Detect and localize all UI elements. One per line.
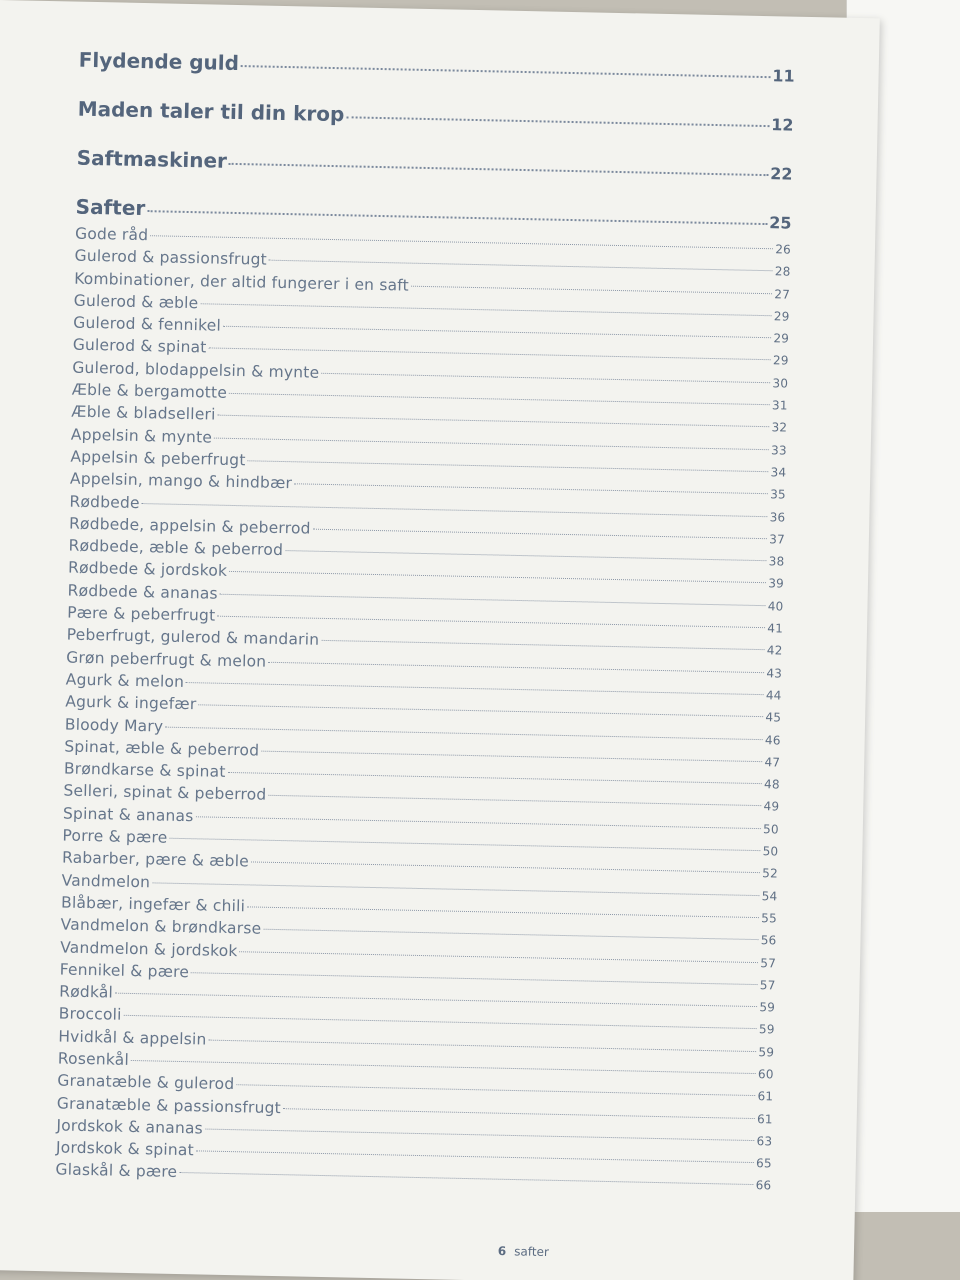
recipe-entry-page-number: 57 — [759, 977, 776, 993]
recipe-entry-title: Æble & bergamotte — [71, 380, 228, 402]
recipe-entry-page-number: 54 — [761, 888, 778, 904]
dot-leader — [142, 503, 768, 517]
dot-leader — [240, 951, 759, 963]
dot-leader — [229, 571, 766, 583]
recipe-entry-title: Rødkål — [59, 982, 114, 1002]
recipe-entry-page-number: 38 — [768, 554, 785, 569]
recipe-entry-page-number: 52 — [762, 866, 779, 881]
dot-leader — [236, 1084, 755, 1096]
recipe-entry-title: Grøn peberfrugt & melon — [66, 648, 267, 671]
footer-section-name: safter — [514, 1244, 549, 1260]
dot-leader — [263, 929, 759, 940]
recipe-entry-page-number: 43 — [766, 665, 783, 681]
chapter-entry-title: Flydende guld — [78, 47, 240, 76]
recipe-entry-page-number: 35 — [769, 487, 786, 502]
recipe-entry-title: Rosenkål — [57, 1049, 130, 1069]
chapter-entry-title: Maden taler til din krop — [77, 96, 345, 127]
recipe-entry-title: Rabarber, pære & æble — [61, 848, 250, 871]
recipe-entry-title: Agurk & ingefær — [65, 692, 197, 714]
dot-leader — [198, 705, 763, 718]
recipe-entry-title: Gulerod & æble — [73, 291, 199, 313]
dot-leader — [196, 1151, 754, 1164]
dot-leader — [313, 529, 768, 540]
recipe-entry-page-number: 36 — [769, 509, 786, 525]
dot-leader — [283, 1108, 755, 1119]
recipe-entry-page-number: 27 — [774, 286, 791, 302]
recipe-entry-page-number: 34 — [770, 465, 787, 480]
recipe-entry-page-number: 48 — [763, 777, 780, 792]
recipe-entry-title: Rødbede — [69, 492, 140, 512]
dot-leader — [223, 326, 771, 338]
dot-leader — [147, 210, 767, 225]
recipe-entry-page-number: 26 — [775, 242, 792, 257]
dot-leader — [228, 772, 763, 784]
recipe-entry-page-number: 60 — [757, 1067, 774, 1082]
dot-leader — [124, 1015, 757, 1029]
recipe-entry-title: Spinat, æble & peberrod — [64, 737, 260, 760]
dot-leader — [165, 726, 763, 740]
recipe-entry-title: Æble & bladselleri — [71, 402, 216, 424]
chapter-entry-page-number: 22 — [770, 164, 793, 184]
table-of-contents — [55, 48, 795, 1199]
recipe-entry-title: Brøndkarse & spinat — [63, 759, 226, 782]
dot-leader — [248, 460, 769, 472]
dot-leader — [269, 260, 773, 272]
recipe-entry-page-number: 47 — [764, 755, 781, 770]
dot-leader — [346, 116, 769, 127]
dot-leader — [241, 65, 770, 78]
recipe-entry-title: Peberfrugt, gulerod & mandarin — [66, 625, 320, 650]
recipe-entry-title: Gulerod, blodappelsin & mynte — [72, 358, 320, 382]
dot-leader — [220, 593, 766, 605]
recipe-entry-page-number: 61 — [757, 1089, 774, 1104]
dot-leader — [321, 640, 765, 650]
recipe-entry-page-number: 59 — [758, 1022, 775, 1037]
recipe-entry-page-number: 41 — [767, 621, 784, 636]
recipe-entry-page-number: 65 — [755, 1156, 772, 1171]
recipe-entry-title: Appelsin & mynte — [70, 425, 213, 447]
recipe-entry-title: Rødbede, appelsin & peberrod — [68, 514, 311, 538]
dot-leader — [191, 972, 758, 985]
recipe-entry-page-number: 66 — [755, 1178, 772, 1193]
dot-leader — [285, 550, 767, 561]
recipe-entry-title: Gulerod & passionsfrugt — [74, 246, 268, 269]
recipe-entry-title: Rødbede, æble & peberrod — [68, 536, 284, 560]
recipe-entry-page-number: 50 — [762, 844, 779, 859]
recipe-entry-page-number: 45 — [765, 710, 782, 725]
recipe-entry-page-number: 28 — [774, 264, 791, 279]
dot-leader — [294, 484, 768, 495]
chapter-entry-page-number: 25 — [769, 213, 792, 233]
dot-leader — [150, 235, 773, 249]
dot-leader — [209, 1039, 757, 1051]
recipe-entry-title: Pære & peberfrugt — [66, 603, 216, 625]
dot-leader — [214, 437, 769, 450]
recipe-entry-page-number: 44 — [765, 688, 782, 703]
recipe-entry-page-number: 50 — [762, 821, 779, 837]
recipe-entry-title: Glaskål & pære — [55, 1160, 178, 1182]
dot-leader — [205, 1128, 755, 1141]
recipe-entry-title: Fennikel & pære — [59, 960, 190, 981]
recipe-entry-title: Broccoli — [58, 1004, 122, 1025]
dot-leader — [195, 816, 761, 829]
dot-leader — [152, 882, 760, 896]
recipe-entry-page-number: 59 — [759, 1000, 776, 1015]
recipe-entry-page-number: 57 — [760, 955, 777, 970]
recipe-entry-page-number: 61 — [756, 1111, 773, 1127]
recipe-entry-title: Spinat & ananas — [62, 804, 194, 825]
recipe-entry-page-number: 63 — [756, 1133, 773, 1149]
recipe-entry-page-number: 39 — [768, 576, 785, 591]
dot-leader — [247, 906, 759, 918]
chapter-entry-page-number: 11 — [772, 66, 795, 86]
dot-leader — [179, 1172, 753, 1185]
chapter-entry-page-number: 12 — [771, 115, 794, 135]
chapter-entry-title: Safter — [75, 194, 146, 221]
recipe-entry-page-number: 56 — [760, 933, 777, 948]
recipe-entry-title: Blåbær, ingefær & chili — [60, 893, 246, 916]
dot-leader — [229, 393, 770, 405]
recipe-entry-title: Rødbede & jordskok — [67, 559, 228, 581]
recipe-entry-title: Vandmelon & brøndkarse — [60, 915, 262, 938]
recipe-entry-title: Jordskok & spinat — [55, 1138, 195, 1160]
recipe-entry-title: Gode råd — [74, 224, 149, 245]
recipe-entry-title: Selleri, spinat & peberrod — [63, 781, 267, 805]
dot-leader — [186, 682, 764, 695]
recipe-entry-page-number: 46 — [764, 732, 781, 748]
recipe-entry-title: Vandmelon & jordskok — [59, 937, 238, 960]
recipe-entry-title: Granatæble & gulerod — [57, 1071, 235, 1094]
chapter-entry-title: Saftmaskiner — [76, 145, 228, 173]
dot-leader — [411, 285, 772, 294]
dot-leader — [209, 348, 771, 361]
recipe-entry-title: Gulerod & fennikel — [73, 313, 222, 335]
recipe-entry-page-number: 55 — [761, 911, 778, 926]
dot-leader — [200, 303, 772, 316]
recipe-entry-title: Vandmelon — [61, 871, 151, 891]
dot-leader — [115, 993, 757, 1007]
recipe-entry-title: Jordskok & ananas — [56, 1116, 204, 1138]
recipe-entry-page-number: 30 — [772, 376, 789, 391]
recipe-entry-title: Bloody Mary — [64, 715, 164, 736]
recipe-entry-page-number: 49 — [763, 799, 780, 814]
dot-leader — [169, 838, 760, 851]
recipe-entry-page-number: 59 — [758, 1044, 775, 1060]
recipe-entry-page-number: 29 — [773, 331, 790, 346]
recipe-entry-title: Hvidkål & appelsin — [58, 1027, 207, 1049]
recipe-entry-page-number: 40 — [767, 598, 784, 614]
recipe-entry-title: Granatæble & passionsfrugt — [56, 1094, 282, 1117]
recipe-entry-page-number: 42 — [766, 643, 783, 658]
dot-leader — [321, 373, 770, 383]
dot-leader — [268, 661, 764, 672]
recipe-entry-page-number: 32 — [771, 420, 788, 435]
recipe-entry-title: Kombinationer, der altid fungerer i en saft — [74, 269, 410, 295]
recipe-entry-title: Porre & pære — [62, 826, 168, 847]
dot-leader — [131, 1060, 756, 1074]
recipe-entry-title: Gulerod & spinat — [72, 336, 207, 357]
dot-leader — [261, 750, 762, 762]
dot-leader — [251, 862, 760, 874]
dot-leader — [218, 415, 770, 428]
recipe-entry-title: Agurk & melon — [65, 670, 185, 691]
footer-page-number: 6 — [497, 1244, 507, 1259]
recipe-entry-page-number: 29 — [772, 353, 789, 369]
dot-leader — [229, 163, 768, 176]
page-footer — [498, 1244, 549, 1259]
dot-leader — [217, 616, 765, 628]
dot-leader — [268, 795, 761, 806]
recipe-entry-page-number: 37 — [769, 532, 786, 547]
recipe-entry-page-number: 33 — [770, 442, 787, 458]
recipe-entry-page-number: 29 — [773, 309, 790, 324]
recipe-entry-title: Appelsin, mango & hindbær — [69, 469, 293, 493]
recipe-entry-title: Rødbede & ananas — [67, 581, 219, 603]
recipe-entry-page-number: 31 — [771, 398, 788, 413]
recipe-entry-title: Appelsin & peberfrugt — [70, 447, 246, 470]
